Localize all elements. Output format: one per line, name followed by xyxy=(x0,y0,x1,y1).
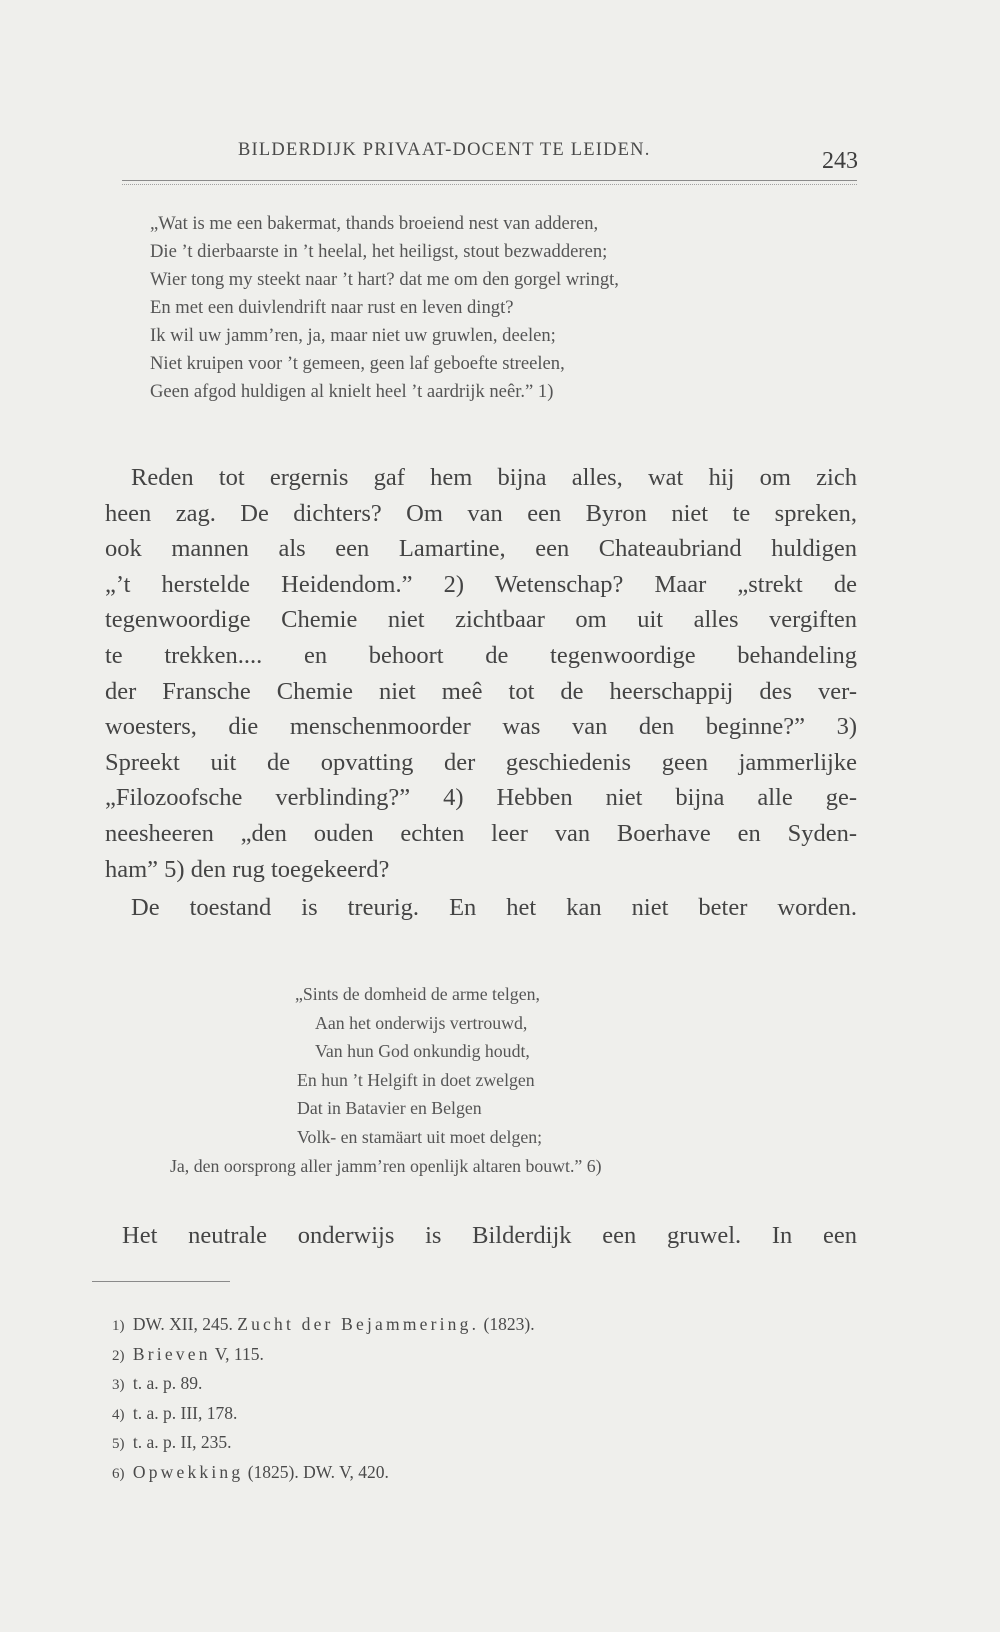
paragraph-line: woesters, die menschenmoorder was van den beginne?” 3) xyxy=(105,713,857,741)
footnote xyxy=(112,1399,712,1429)
footnote-marker: 5) xyxy=(112,1436,125,1452)
footnote-text: (1823). xyxy=(483,1314,535,1334)
paragraph-line: der Fransche Chemie niet meê tot de heerschappij des ver- xyxy=(105,677,857,705)
verse-quotation-two xyxy=(160,980,800,1180)
running-title: BILDERDIJK PRIVAAT-DOCENT TE LEIDEN. xyxy=(238,140,651,160)
footnote xyxy=(112,1369,712,1399)
footnote xyxy=(112,1340,712,1370)
paragraph-line: „’t herstelde Heidendom.” 2) Wetenschap? Maar „strekt de xyxy=(105,570,857,598)
footnote-marker: 3) xyxy=(112,1377,125,1393)
verse-line: Dat in Batavier en Belgen xyxy=(297,1098,482,1119)
paragraph-two: De toestand is treurig. En het kan niet beter worden. xyxy=(131,894,857,922)
footnote-text: t. a. p. 89. xyxy=(132,1373,203,1393)
footnote xyxy=(112,1458,712,1488)
paragraph-line: Reden tot ergernis gaf hem bijna alles, wat hij om zich xyxy=(131,464,857,491)
verse-line: Niet kruipen voor ’t gemeen, geen laf geboefte streelen, xyxy=(150,353,565,374)
paragraph-line: heen zag. De dichters? Om van een Byron niet te spreken, xyxy=(105,499,857,527)
verse-line: Volk- en stamäart uit moet delgen; xyxy=(297,1126,543,1147)
footnote-marker: 4) xyxy=(112,1406,125,1423)
footnote-text: t. a. p. III, 178. xyxy=(132,1402,238,1423)
paragraph-line: ook mannen als een Lamartine, een Chateaubriand huldigen xyxy=(105,535,857,563)
footnote-spaced-title: Opwekking xyxy=(132,1461,244,1482)
footnote-spaced-title: Brieven xyxy=(132,1343,211,1364)
verse-quotation-one xyxy=(150,210,870,406)
verse-line: Wier tong my steekt naar ’t hart? dat me om den gorgel wringt, xyxy=(150,269,619,290)
verse-line: Die ’t dierbaarste in ’t heelal, het heiligst, stout bezwadderen; xyxy=(150,241,608,262)
paragraph-line: tegenwoordige Chemie niet zichtbaar om uit alles vergiften xyxy=(105,606,857,634)
header-rule xyxy=(122,180,857,185)
footnote xyxy=(112,1310,712,1340)
footnote-spaced-title: Zucht der Bejammering. xyxy=(237,1314,480,1334)
verse-line: „Wat is me een bakermat, thands broeiend nest van adderen, xyxy=(150,213,599,234)
paragraph-line: Spreekt uit de opvatting der geschiedenis geen jammerlijke xyxy=(105,748,857,776)
paragraph-one xyxy=(105,460,857,926)
footnote-text: (1825). DW. V, 420. xyxy=(247,1461,389,1482)
footnote-rule xyxy=(92,1281,230,1282)
footnote-marker: 1) xyxy=(112,1318,125,1334)
paragraph-three: Het neutrale onderwijs is Bilderdijk een gruwel. In een xyxy=(122,1222,857,1249)
verse-line: Ik wil uw jamm’ren, ja, maar niet uw gruwlen, deelen; xyxy=(150,325,556,346)
footnote xyxy=(112,1428,712,1458)
verse-line: Aan het onderwijs vertrouwd, xyxy=(315,1012,528,1033)
page-number: 243 xyxy=(822,148,858,174)
paragraph-line: „Filozoofsche verblinding?” 4) Hebben niet bijna alle ge- xyxy=(105,784,857,812)
paragraph-line: te trekken.... en behoort de tegenwoordige behandeling xyxy=(105,641,857,669)
verse-line: En met een duivlendrift naar rust en leven dingt? xyxy=(150,297,514,318)
footnote-text: t. a. p. II, 235. xyxy=(132,1432,232,1452)
verse-line: „Sints de domheid de arme telgen, xyxy=(295,984,540,1004)
footnote-marker: 2) xyxy=(112,1347,125,1364)
paragraph-line: ham” 5) den rug toegekeerd? xyxy=(105,855,390,883)
footnote-text: V, 115. xyxy=(214,1343,264,1364)
footnotes xyxy=(112,1310,712,1487)
verse-line: En hun ’t Helgift in doet zwelgen xyxy=(297,1069,535,1090)
paragraph-line: neesheeren „den ouden echten leer van Boerhave en Syden- xyxy=(105,819,857,847)
footnote-marker: 6) xyxy=(112,1465,125,1482)
running-head xyxy=(238,138,858,174)
verse-line: Ja, den oorsprong aller jamm’ren openlijk altaren bouwt.” 6) xyxy=(170,1155,602,1176)
footnote-text: DW. XII, 245. xyxy=(132,1314,233,1334)
verse-line: Van hun God onkundig houdt, xyxy=(315,1041,530,1062)
verse-line: Geen afgod huldigen al knielt heel ’t aardrijk neêr.” 1) xyxy=(150,381,554,402)
